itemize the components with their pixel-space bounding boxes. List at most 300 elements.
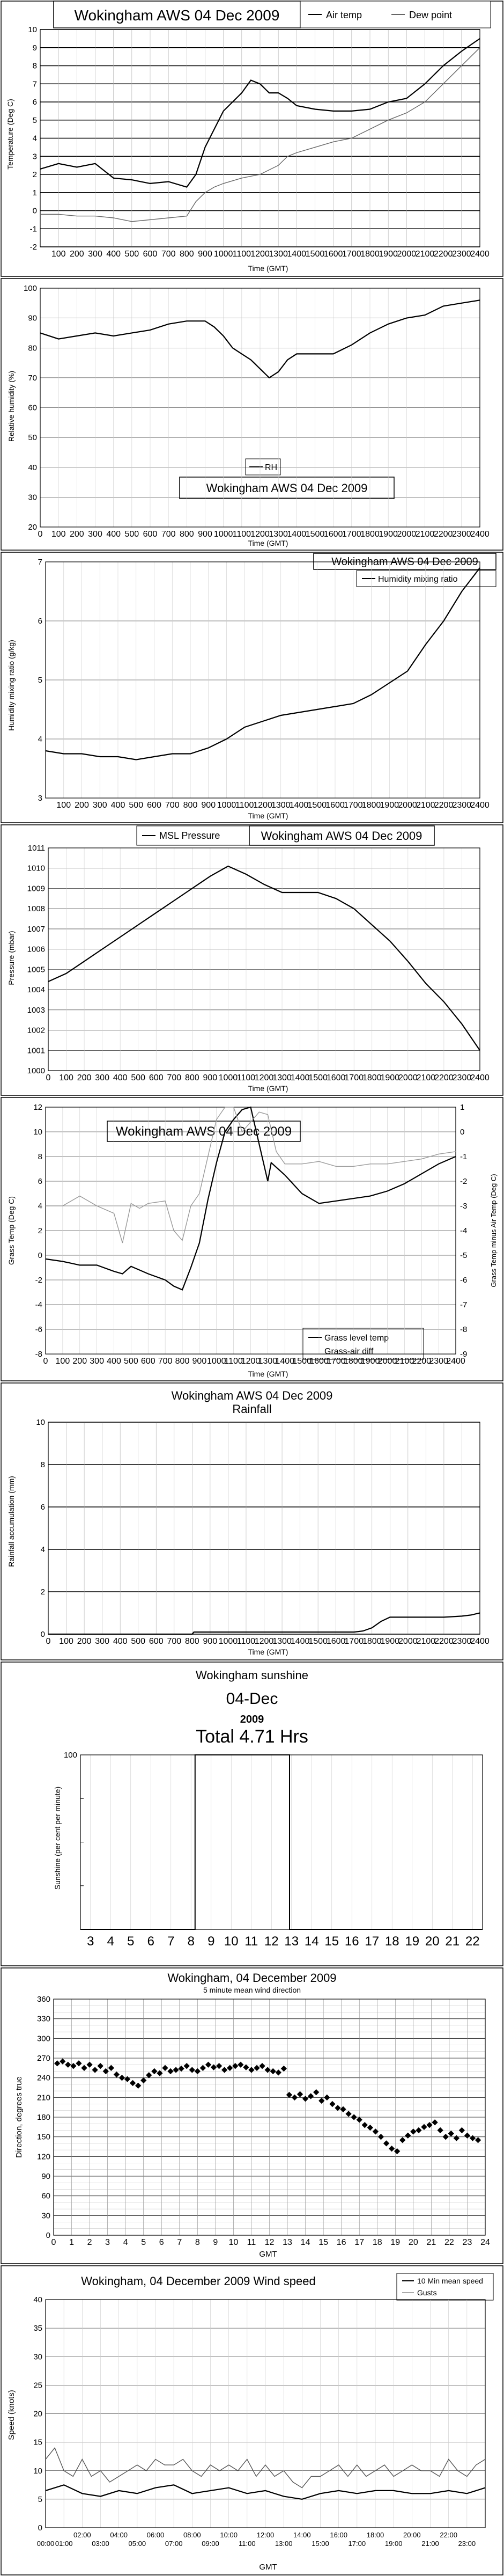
x-tick-label: 22 — [465, 1934, 480, 1949]
y-axis-label: Humidity mixing ratio (g/kg) — [7, 640, 16, 731]
x-tick-label-top: 12:00 — [256, 2531, 275, 2539]
x-tick-label: 8 — [195, 2238, 200, 2247]
y-tick-label: 6 — [32, 98, 37, 107]
sunshine-chart — [0, 1661, 504, 1967]
mixing-ratio-panel — [0, 551, 504, 824]
y-tick-label: 6 — [38, 617, 42, 626]
x-tick-label: 1200 — [241, 1357, 261, 1366]
x-tick-label-bottom: 11:00 — [239, 2540, 256, 2548]
x-tick-label-top: 22:00 — [440, 2531, 457, 2539]
y-tick-label: 7 — [38, 558, 42, 567]
x-tick-label-bottom: 15:00 — [312, 2540, 329, 2548]
y-tick-label: 1004 — [27, 985, 45, 995]
x-tick-label: 0 — [46, 1073, 51, 1082]
x-tick-label: 200 — [69, 530, 84, 539]
y2-tick-label: -8 — [460, 1325, 468, 1334]
legend-grass-level-temp: Grass level temp — [324, 1334, 389, 1343]
mixing-ratio-chart — [0, 551, 504, 824]
x-tick-label: 14 — [304, 1934, 319, 1949]
x-tick-label: 1200 — [253, 801, 272, 810]
x-tick-label: 24 — [480, 2238, 490, 2247]
x-tick-label: 1500 — [307, 801, 327, 810]
y-axis-label: Pressure (mbar) — [7, 931, 16, 985]
x-tick-label: 2300 — [429, 1357, 448, 1366]
x-tick-label: 6 — [147, 1934, 154, 1949]
x-tick-label: 600 — [143, 250, 158, 259]
x-tick-label: 600 — [149, 1073, 164, 1082]
x-tick-label: 0 — [43, 1357, 48, 1366]
y2-tick-label: -1 — [460, 1152, 468, 1161]
x-tick-label-top: 08:00 — [183, 2531, 201, 2539]
x-tick-label: 2000 — [398, 1073, 418, 1082]
x-tick-label: 500 — [124, 250, 139, 259]
x-tick-label: 200 — [77, 1637, 92, 1646]
x-axis-label: Time (GMT) — [248, 1084, 288, 1093]
y-tick-label: 2 — [40, 1587, 45, 1597]
x-tick-label: 400 — [106, 250, 121, 259]
x-tick-label: 2200 — [434, 801, 454, 810]
x-tick-label: 1900 — [380, 1073, 400, 1082]
x-tick-label: 800 — [175, 1357, 190, 1366]
x-tick-label: 700 — [167, 1073, 182, 1082]
x-tick-label: 1 — [69, 2238, 74, 2247]
x-tick-label: 2400 — [470, 530, 490, 539]
y-tick-label: 60 — [41, 2191, 50, 2201]
y-tick-label: 70 — [28, 373, 37, 383]
x-tick-label: 0 — [46, 1637, 51, 1646]
x-tick-label: 4 — [123, 2238, 128, 2247]
temperature-chart — [0, 0, 504, 277]
x-tick-label: 500 — [129, 801, 144, 810]
x-tick-label: 1000 — [218, 1073, 238, 1082]
x-tick-label: 3 — [105, 2238, 110, 2247]
x-tick-label: 500 — [124, 1357, 138, 1366]
x-tick-label: 19 — [405, 1934, 420, 1949]
x-tick-label: 900 — [192, 1357, 207, 1366]
x-axis-label: GMT — [259, 2563, 277, 2572]
legend-air-temp: Air temp — [326, 10, 362, 20]
y2-tick-label: 0 — [460, 1128, 465, 1137]
x-tick-label-top: 16:00 — [330, 2531, 347, 2539]
y-tick-label: 3 — [32, 152, 37, 162]
y-tick-label: 0 — [38, 2523, 42, 2533]
x-tick-label: 1300 — [271, 801, 291, 810]
x-tick-label: 0 — [51, 2238, 56, 2247]
x-tick-label: 1600 — [326, 1637, 346, 1646]
x-axis-label: GMT — [259, 2250, 277, 2259]
chart-title: Wokingham AWS 04 Dec 2009 — [331, 556, 478, 568]
chart-subtitle: 04-Dec — [226, 1690, 278, 1708]
x-axis-label: Time (GMT) — [248, 264, 288, 273]
x-tick-label: 400 — [106, 530, 121, 539]
x-tick-label: 16 — [344, 1934, 359, 1949]
y-tick-label: -1 — [29, 224, 37, 234]
y-tick-label: 90 — [28, 313, 37, 323]
x-tick-label-bottom: 03:00 — [92, 2540, 109, 2548]
y-tick-label: 80 — [28, 343, 37, 353]
x-tick-label: 23 — [462, 2238, 472, 2247]
y-tick-label: 0 — [38, 1251, 42, 1260]
x-tick-label: 14 — [300, 2238, 310, 2247]
x-tick-label: 1100 — [232, 250, 251, 259]
x-tick-label: 2200 — [434, 1073, 454, 1082]
x-tick-label: 1000 — [213, 530, 233, 539]
y2-axis-label: Grass Temp minus Air Temp (Deg C) — [490, 1174, 498, 1287]
x-tick-label: 800 — [184, 1637, 199, 1646]
x-tick-label-bottom: 09:00 — [202, 2540, 219, 2548]
x-tick-label: 1200 — [250, 250, 270, 259]
x-tick-label-top: 18:00 — [366, 2531, 384, 2539]
x-tick-label-bottom: 01:00 — [55, 2540, 73, 2548]
x-tick-label: 1600 — [309, 1357, 329, 1366]
x-tick-label: 20 — [425, 1934, 440, 1949]
x-tick-label: 1300 — [269, 250, 288, 259]
x-tick-label: 21 — [445, 1934, 460, 1949]
x-tick-label: 2300 — [452, 801, 472, 810]
x-tick-label: 13 — [283, 2238, 292, 2247]
y-tick-label: -6 — [35, 1325, 42, 1334]
x-tick-label: 500 — [131, 1073, 146, 1082]
y-tick-label: 5 — [32, 115, 37, 125]
y-tick-label: 1005 — [27, 965, 45, 975]
chart-title: Wokingham AWS 04 Dec 2009 — [115, 1124, 292, 1139]
y-tick-label: 0 — [46, 2231, 50, 2240]
x-tick-label: 1900 — [380, 801, 399, 810]
x-tick-label-bottom: 07:00 — [165, 2540, 183, 2548]
sunshine-panel — [0, 1661, 504, 1967]
x-tick-label: 17 — [354, 2238, 365, 2247]
x-tick-label: 5 — [141, 2238, 146, 2247]
x-tick-label: 1700 — [342, 250, 361, 259]
x-tick-label: 2000 — [397, 250, 417, 259]
chart-title: Wokingham AWS 04 Dec 2009 — [171, 1389, 333, 1402]
x-tick-label: 500 — [124, 530, 139, 539]
y-tick-label: 6 — [38, 1177, 42, 1186]
grass-temp-chart — [0, 1096, 504, 1382]
pressure-chart — [0, 824, 504, 1096]
y-tick-label: 90 — [41, 2172, 50, 2181]
x-tick-label: 2300 — [452, 250, 471, 259]
y-tick-label: 1001 — [27, 1046, 45, 1056]
x-tick-label: 1000 — [218, 1637, 238, 1646]
y2-tick-label: -3 — [460, 1202, 468, 1211]
y-tick-label: 8 — [32, 61, 37, 71]
x-tick-label: 2400 — [470, 250, 490, 259]
x-tick-label: 16 — [336, 2238, 346, 2247]
chart-title: Wokingham AWS 04 Dec 2009 — [206, 481, 368, 495]
x-tick-label-bottom: 00:00 — [36, 2540, 55, 2548]
y-tick-label: 60 — [28, 403, 37, 413]
x-tick-label: 1900 — [380, 1637, 400, 1646]
y2-tick-label: 1 — [460, 1103, 465, 1112]
y-axis-label: Speed (knots) — [7, 2390, 16, 2440]
y-tick-label: 4 — [38, 735, 42, 744]
chart-year: 2009 — [240, 1714, 264, 1725]
x-tick-label: 2300 — [452, 530, 471, 539]
x-tick-label: 2100 — [395, 1357, 414, 1366]
y-tick-label: 330 — [36, 2014, 50, 2024]
x-tick-label-top: 10:00 — [220, 2531, 238, 2539]
temperature-panel — [0, 0, 504, 277]
x-tick-label: 1800 — [361, 801, 381, 810]
x-tick-label: 1000 — [213, 250, 233, 259]
x-tick-label: 200 — [77, 1073, 92, 1082]
x-tick-label: 600 — [147, 801, 161, 810]
y-tick-label: 15 — [33, 2438, 42, 2447]
y-tick-label: 10 — [28, 25, 37, 34]
y-tick-label: 1007 — [27, 924, 45, 934]
x-tick-label: 700 — [161, 530, 176, 539]
x-tick-label: 18 — [384, 1934, 399, 1949]
y2-tick-label: -9 — [460, 1350, 468, 1359]
wind-speed-chart — [0, 2265, 504, 2576]
x-tick-label-bottom: 05:00 — [128, 2540, 146, 2548]
x-tick-label: 200 — [72, 1357, 87, 1366]
y2-tick-label: -6 — [460, 1276, 468, 1285]
x-tick-label: 7 — [177, 2238, 182, 2247]
chart-subtitle: Rainfall — [232, 1402, 272, 1416]
x-tick-label: 1900 — [360, 1357, 380, 1366]
x-tick-label: 1100 — [232, 530, 251, 539]
y-tick-label: 120 — [36, 2152, 50, 2162]
x-tick-label: 1400 — [290, 1637, 310, 1646]
x-tick-label: 13 — [284, 1934, 299, 1949]
x-tick-label: 1400 — [287, 250, 307, 259]
x-tick-label: 1600 — [323, 530, 343, 539]
x-tick-label: 2400 — [470, 801, 490, 810]
x-tick-label: 300 — [95, 1637, 109, 1646]
y-tick-label: -8 — [35, 1350, 42, 1359]
x-tick-label: 2100 — [415, 530, 435, 539]
y-tick-label: 7 — [32, 79, 37, 89]
y-tick-label: 3 — [38, 794, 42, 803]
x-tick-label: 1700 — [344, 1073, 364, 1082]
x-tick-label: 1100 — [236, 1073, 256, 1082]
x-tick-label: 300 — [88, 250, 102, 259]
y-tick-label: 0 — [40, 1630, 45, 1639]
x-tick-label: 1500 — [305, 250, 325, 259]
x-tick-label: 1900 — [379, 250, 398, 259]
x-tick-label: 100 — [59, 1073, 73, 1082]
x-tick-label: 15 — [324, 1934, 339, 1949]
sunshine-total: Total 4.71 Hrs — [196, 1726, 308, 1747]
y2-tick-label: -2 — [460, 1177, 468, 1186]
x-tick-label: 10 — [228, 2238, 239, 2247]
x-tick-label-bottom: 17:00 — [348, 2540, 366, 2548]
x-tick-label: 2000 — [398, 801, 417, 810]
x-tick-label: 12 — [264, 1934, 279, 1949]
y-tick-label: 10 — [33, 2466, 42, 2476]
legend-rh: RH — [265, 463, 278, 472]
y-tick-label: 1 — [32, 188, 37, 197]
y-tick-label: 40 — [33, 2295, 42, 2304]
x-tick-label: 400 — [107, 1357, 121, 1366]
x-tick-label: 1300 — [258, 1357, 278, 1366]
x-tick-label-top: 04:00 — [110, 2531, 128, 2539]
x-tick-label: 1400 — [287, 530, 307, 539]
x-tick-label: 900 — [203, 1073, 218, 1082]
x-tick-label: 1400 — [289, 801, 309, 810]
x-tick-label: 100 — [51, 250, 66, 259]
x-tick-label: 1200 — [254, 1637, 274, 1646]
x-tick-label: 2200 — [412, 1357, 432, 1366]
legend-mean-speed: 10 Min mean speed — [417, 2277, 483, 2285]
x-tick-label: 1400 — [275, 1357, 295, 1366]
x-tick-label: 600 — [143, 530, 158, 539]
x-tick-label: 2400 — [470, 1073, 490, 1082]
y-tick-label: 1002 — [27, 1026, 45, 1035]
x-tick-label: 4 — [107, 1934, 114, 1949]
y-tick-label: 150 — [36, 2132, 50, 2142]
y-axis-label: Relative humidity (%) — [7, 370, 16, 442]
y-tick-label: 270 — [36, 2054, 50, 2063]
y-tick-label: 25 — [33, 2381, 42, 2390]
y-tick-label: 6 — [40, 1503, 45, 1512]
y-tick-label: 4 — [38, 1202, 42, 1211]
x-tick-label: 600 — [140, 1357, 155, 1366]
y2-tick-label: -7 — [460, 1300, 468, 1309]
x-tick-label: 300 — [92, 801, 107, 810]
y-axis-label: Direction, degrees true — [14, 2076, 24, 2158]
x-tick-label: 2200 — [433, 530, 453, 539]
x-tick-label: 800 — [183, 801, 198, 810]
y2-tick-label: -4 — [460, 1226, 468, 1235]
x-tick-label: 22 — [444, 2238, 454, 2247]
x-tick-label: 2100 — [416, 1073, 436, 1082]
grass-temp-panel — [0, 1096, 504, 1382]
y-tick-label: 4 — [40, 1545, 45, 1554]
legend-mixing-ratio: Humidity mixing ratio — [378, 575, 458, 584]
x-tick-label-bottom: 23:00 — [458, 2540, 476, 2548]
x-tick-label: 2000 — [398, 1637, 418, 1646]
x-tick-label: 900 — [203, 1637, 218, 1646]
y-tick-label: 4 — [32, 134, 37, 143]
x-tick-label: 1500 — [305, 530, 325, 539]
x-tick-label: 400 — [113, 1637, 128, 1646]
x-tick-label: 6 — [159, 2238, 164, 2247]
y-tick-label: 35 — [33, 2324, 42, 2333]
x-tick-label: 0 — [38, 530, 43, 539]
y-tick-label: 30 — [33, 2352, 42, 2362]
x-tick-label: 2400 — [446, 1357, 465, 1366]
x-tick-label: 2 — [87, 2238, 92, 2247]
y-axis-label: Temperature (Deg C) — [6, 99, 14, 170]
x-tick-label: 800 — [184, 1073, 199, 1082]
x-tick-label: 300 — [88, 530, 102, 539]
x-tick-label: 1700 — [342, 530, 361, 539]
x-tick-label: 2200 — [433, 250, 453, 259]
y-tick-label: -2 — [35, 1276, 42, 1285]
x-tick-label: 9 — [207, 1934, 215, 1949]
x-tick-label: 100 — [55, 1357, 70, 1366]
x-tick-label: 2300 — [452, 1073, 472, 1082]
y-tick-label: 1011 — [27, 844, 45, 853]
y-tick-label: 5 — [38, 2494, 42, 2504]
x-tick-label: 1600 — [323, 250, 343, 259]
x-tick-label: 1800 — [362, 1637, 382, 1646]
legend-grass-air-diff: Grass-air diff — [324, 1347, 374, 1356]
y-tick-label: 12 — [33, 1103, 42, 1112]
y-tick-label: 180 — [36, 2113, 50, 2122]
y-tick-label: 1009 — [27, 884, 45, 894]
x-axis-label: Time (GMT) — [248, 1648, 288, 1656]
y-tick-label: 0 — [32, 206, 37, 216]
x-tick-label: 700 — [165, 801, 180, 810]
y-tick-label: 8 — [40, 1460, 45, 1469]
x-tick-label: 1800 — [360, 530, 380, 539]
y-axis-label: Rainfall accumulation (mm) — [7, 1476, 16, 1567]
chart-title: Wokingham sunshine — [196, 1668, 308, 1682]
x-tick-label: 400 — [110, 801, 125, 810]
x-tick-label: 1800 — [360, 250, 380, 259]
y-tick-label: -4 — [35, 1300, 42, 1309]
x-tick-label: 700 — [167, 1637, 182, 1646]
x-tick-label: 20 — [408, 2238, 418, 2247]
y-tick-label: 1008 — [27, 904, 45, 914]
x-tick-label: 500 — [131, 1637, 146, 1646]
chart-subtitle: 5 minute mean wind direction — [203, 1986, 301, 1994]
x-tick-label: 100 — [56, 801, 71, 810]
x-tick-label-top: 02:00 — [73, 2531, 91, 2539]
y-tick-label: 50 — [28, 433, 37, 443]
x-tick-label: 200 — [75, 801, 89, 810]
x-tick-label: 400 — [113, 1073, 128, 1082]
legend-msl-pressure: MSL Pressure — [159, 830, 220, 841]
x-tick-label: 2100 — [416, 801, 435, 810]
y-tick-label: 100 — [63, 1751, 77, 1760]
y-tick-label: 10 — [33, 1128, 42, 1137]
x-tick-label: 2000 — [397, 530, 417, 539]
x-tick-label-bottom: 13:00 — [275, 2540, 293, 2548]
x-tick-label: 1900 — [379, 530, 398, 539]
x-tick-label: 1400 — [290, 1073, 310, 1082]
y-tick-label: 210 — [36, 2093, 50, 2103]
y-tick-label: -2 — [29, 243, 37, 252]
x-tick-label: 2100 — [416, 1637, 436, 1646]
x-tick-label: 900 — [198, 530, 212, 539]
x-tick-label: 300 — [90, 1357, 104, 1366]
chart-title: Wokingham AWS 04 Dec 2009 — [74, 7, 280, 24]
y-tick-label: 10 — [36, 1418, 45, 1427]
y-tick-label: 30 — [41, 2211, 50, 2221]
y-axis-label: Grass Temp (Deg C) — [7, 1196, 16, 1265]
chart-title: Wokingham, 04 December 2009 — [167, 1971, 337, 1985]
x-tick-label: 700 — [161, 250, 176, 259]
x-tick-label: 1100 — [235, 801, 254, 810]
x-tick-label: 11 — [247, 2238, 256, 2247]
y-tick-label: 5 — [38, 676, 42, 685]
x-tick-label: 100 — [59, 1637, 73, 1646]
rainfall-chart — [0, 1382, 504, 1661]
x-tick-label: 1300 — [272, 1073, 292, 1082]
x-tick-label: 1600 — [325, 801, 345, 810]
y-tick-label: 240 — [36, 2073, 50, 2083]
x-tick-label: 2000 — [377, 1357, 397, 1366]
x-tick-label: 15 — [318, 2238, 329, 2247]
x-tick-label: 1800 — [343, 1357, 363, 1366]
x-tick-label: 5 — [127, 1934, 135, 1949]
x-tick-label: 18 — [372, 2238, 382, 2247]
x-tick-label: 100 — [51, 530, 66, 539]
x-tick-label: 1200 — [250, 530, 270, 539]
y-tick-label: 360 — [36, 1995, 50, 2004]
chart-title: Wokingham AWS 04 Dec 2009 — [261, 829, 423, 843]
x-tick-label: 1300 — [269, 530, 288, 539]
x-tick-label: 9 — [213, 2238, 218, 2247]
x-tick-label: 800 — [179, 530, 194, 539]
x-tick-label: 2400 — [470, 1637, 490, 1646]
x-tick-label: 900 — [198, 250, 212, 259]
